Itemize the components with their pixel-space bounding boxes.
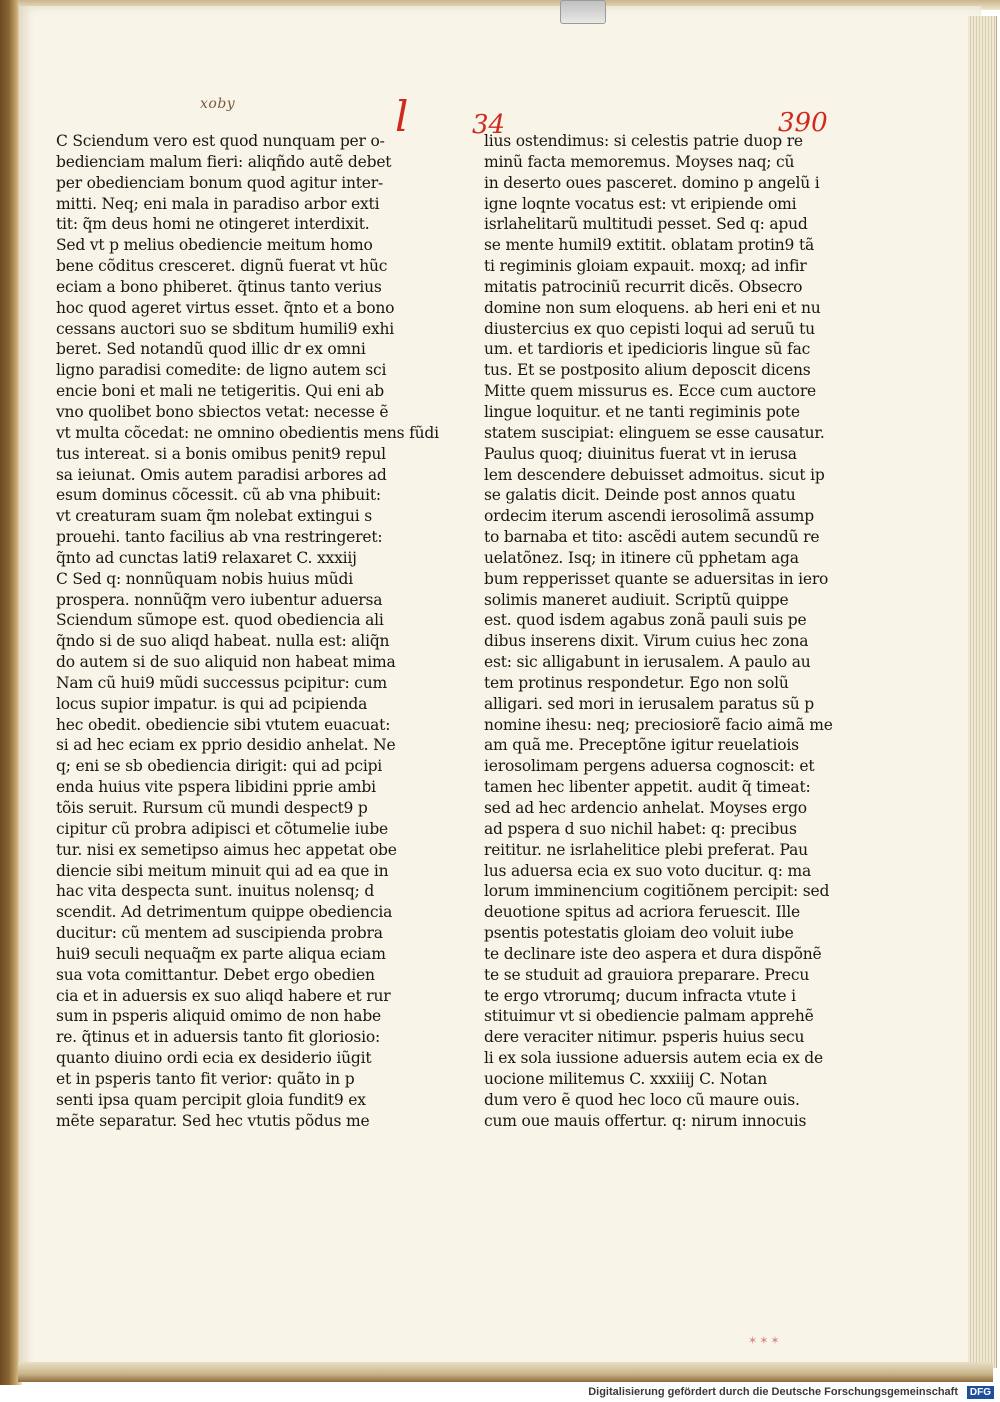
text-line: est: sic alligabunt in ierusalem. A paulo au bbox=[484, 653, 811, 672]
text-line: diencie sibi meitum minuit qui ad ea que in bbox=[56, 861, 389, 880]
text-line: hui9 seculi nequaq̃m ex parte aliqua eciam bbox=[56, 944, 386, 963]
text-line: to barnaba et tito: ascẽdi autem secundũ re bbox=[484, 528, 820, 547]
page-bottom-edge bbox=[18, 1362, 993, 1382]
handwritten-note: xoby bbox=[200, 96, 236, 112]
text-line: quanto diuino ordi ecia ex desiderio iũgit bbox=[56, 1049, 372, 1068]
text-line: mitatis patrociniũ recurrit dicẽs. Obsecro bbox=[484, 277, 803, 296]
text-line: esum dominus cõcessit. cũ ab vna phibuit: bbox=[56, 486, 381, 505]
text-line: diustercius ex quo cepisti loqui ad seruũ tu bbox=[484, 319, 815, 338]
text-line: beret. Sed notandũ quod illic dr ex omni bbox=[56, 340, 366, 359]
text-line: se mente humil9 extitit. oblatam protin9 tã bbox=[484, 236, 815, 255]
text-line: scendit. Ad detrimentum quippe obediencia bbox=[56, 903, 393, 922]
text-line: Mitte quem missurus es. Ecce cum auctore bbox=[484, 382, 817, 401]
text-line: uelatõnez. Isq; in itinere cũ pphetam aga bbox=[484, 548, 799, 567]
text-line: mẽte separatur. Sed hec vtutis põdus me bbox=[56, 1111, 370, 1130]
text-line: bedienciam malum fieri: aliqñdo autẽ debet bbox=[56, 152, 392, 171]
text-line: tus intereat. si a bonis omibus penit9 repul bbox=[56, 444, 386, 463]
text-line: cia et in aduersis ex suo aliqd habere et rur bbox=[56, 986, 391, 1005]
text-line: encie boni et mali ne tetigeritis. Qui eni ab bbox=[56, 382, 385, 401]
text-line: do autem si de suo aliquid non habeat mima bbox=[56, 653, 396, 672]
text-line: te declinare iste deo aspera et dura dispõnẽ bbox=[484, 944, 822, 963]
text-line: dum vero ẽ quod hec loco cũ maure ouis. bbox=[484, 1090, 800, 1109]
text-line: sed ad hec ardencio anhelat. Moyses ergo bbox=[484, 799, 807, 817]
text-line: Paulus quoq; diuinitus fuerat vt in ierusa bbox=[484, 444, 797, 463]
text-line: psentis potestatis gloiam deo voluit iube bbox=[484, 924, 794, 943]
text-line: Nam cũ hui9 mũdi successus pcipitur: cum bbox=[56, 673, 388, 692]
dfg-logo: DFG bbox=[967, 1386, 994, 1399]
text-line: bum repperisset quante se aduersitas in iero bbox=[484, 569, 829, 588]
text-column-right bbox=[484, 131, 833, 1132]
text-line: li ex sola iussione aduersis autem ecia ex de bbox=[484, 1049, 824, 1068]
text-line: vno quolibet bono sbiectos vetat: necesse ẽ bbox=[56, 402, 389, 421]
text-line: tamen hec libenter appetit. audit q̃ timeat: bbox=[484, 778, 811, 797]
text-line: minũ facta memoremus. Moyses naq; cũ bbox=[484, 152, 795, 171]
text-line: am quã me. Preceptõne igitur reuelatiois bbox=[484, 736, 799, 755]
text-line: igne loqnte vocatus est: vt eripiende omi bbox=[484, 194, 797, 213]
text-line: et in psperis tanto fit verior: quãto in p bbox=[56, 1069, 355, 1088]
text-line: tõis seruit. Rursum cũ mundi despect9 p bbox=[56, 799, 368, 817]
text-line: ligno paradisi comedite: de ligno autem sci bbox=[56, 361, 387, 380]
text-line: hac vita despecta sunt. inuitus nolensq; d bbox=[56, 882, 375, 901]
text-line: bene cõditus cresceret. dignũ fuerat vt hũc bbox=[56, 257, 388, 276]
text-line: vt creaturam suam q̃m nolebat extingui s bbox=[56, 507, 373, 526]
text-line: isrlahelitarũ multitudi pesset. Sed q: apud bbox=[484, 215, 808, 234]
text-line: sum in psperis aliquid omimo de non habe bbox=[56, 1007, 382, 1026]
text-line: enda huius vite pspera libidini pprie ambi bbox=[56, 778, 376, 797]
text-line: ti regiminis gloiam expauit. moxq; ad infir bbox=[484, 257, 807, 276]
text-line: domine non sum eloquens. ab heri eni et nu bbox=[484, 298, 821, 317]
text-line: q; eni se sb obediencia dirigit: qui ad pcipi bbox=[56, 757, 383, 776]
text-line: cum oue mauis offertur. q: nirum innocuis bbox=[484, 1111, 807, 1130]
text-line: q̃nto ad cunctas lati9 relaxaret C. xxxiij bbox=[56, 548, 357, 567]
text-line: te ergo vtrorumq; ducum infracta vtute i bbox=[484, 986, 796, 1005]
folio-number-right: 390 bbox=[778, 108, 828, 138]
folio-number-left: 34 bbox=[472, 110, 506, 140]
text-line: tem protinus respondetur. Ego non solũ bbox=[484, 673, 789, 692]
text-line: dere veraciter nitimur. psperis huius secu bbox=[484, 1028, 805, 1047]
text-line: mitti. Neq; eni mala in paradiso arbor exti bbox=[56, 194, 380, 213]
text-line: Sed vt p melius obediencie meitum homo bbox=[56, 236, 373, 255]
text-line: statem suscipiat: elinguem se esse causatur. bbox=[484, 423, 825, 442]
page-fore-edge bbox=[968, 16, 997, 1368]
text-line: tur. nisi ex semetipso aimus hec appetat obe bbox=[56, 840, 397, 859]
text-line: hec obedit. obediencie sibi vtutem euacuat: bbox=[56, 715, 391, 734]
text-line: um. et tardioris et ipedicioris lingue sũ fac bbox=[484, 340, 811, 359]
digitization-credit: Digitalisierung gefördert durch die Deutsche Forschungsgemeinschaft bbox=[588, 1386, 958, 1398]
text-line: uocione militemus C. xxxiiij C. Notan bbox=[484, 1069, 767, 1088]
library-stamp: ✶✶✶ bbox=[748, 1334, 782, 1347]
text-line: locus supior impatur. is qui ad pcipienda bbox=[56, 694, 368, 713]
text-line: sa ieiunat. Omis autem paradisi arbores ad bbox=[56, 465, 387, 484]
text-line: tit: q̃m deus homi ne otingeret interdixit. bbox=[56, 215, 370, 234]
text-line: lem descendere debuisset admoitus. sicut ip bbox=[484, 465, 825, 484]
text-column-left bbox=[56, 131, 439, 1132]
text-line: stituimur vt si obediencie palmam apprehẽ bbox=[484, 1007, 814, 1026]
text-line: est. quod isdem agabus zonã pauli suis pe bbox=[484, 611, 807, 630]
text-line: lus aduersa ecia ex suo voto ducitur. q: ma bbox=[484, 861, 811, 880]
text-line: vt multa cõcedat: ne omnino obedientis mens fũdi bbox=[56, 423, 439, 442]
page-clip bbox=[560, 0, 606, 24]
text-line: solimis maneret audiuit. Scriptũ quippe bbox=[484, 590, 789, 609]
text-line: ad pspera d suo nichil habet: q: precibus bbox=[484, 819, 797, 838]
text-line: Sciendum sũmope est. quod obediencia ali bbox=[56, 611, 384, 630]
text-line: nomine ihesu: neq; preciosiorẽ facio aimã me bbox=[484, 715, 833, 734]
text-line: senti ipsa quam percipit gloia fundit9 ex bbox=[56, 1090, 366, 1109]
text-line: ierosolimam pergens aduersa cognoscit: et bbox=[484, 757, 815, 776]
text-line: prouehi. tanto facilius ab vna restringeret: bbox=[56, 528, 383, 547]
text-line: hoc quod ageret virtus esset. q̃nto et a bono bbox=[56, 298, 395, 317]
text-line: q̃ndo si de suo aliqd habeat. nulla est: aliq̃n bbox=[56, 632, 390, 651]
text-line: deuotione spitus ad acriora feruescit. Ille bbox=[484, 903, 800, 922]
text-line: te se studuit ad grauiora preparare. Precu bbox=[484, 965, 810, 984]
text-line: sua vota comittantur. Debet ergo obedien bbox=[56, 965, 375, 984]
text-line: per obedienciam bonum quod agitur inter- bbox=[56, 173, 383, 192]
text-line: C Sed q: nonnũquam nobis huius mũdi bbox=[56, 569, 353, 588]
column-marker: l bbox=[395, 92, 409, 141]
text-line: reititur. ne isrlahelitice plebi preferat. Pau bbox=[484, 840, 808, 859]
text-line: cipitur cũ probra adipisci et cõtumelie iube bbox=[56, 819, 389, 838]
text-line: cessans auctori suo se sbditum humili9 exhi bbox=[56, 319, 395, 338]
text-line: re. q̃tinus et in aduersis tanto fit gloriosio: bbox=[56, 1028, 381, 1047]
text-line: se galatis dicit. Deinde post annos quatu bbox=[484, 486, 796, 505]
text-line: dibus inserens dixit. Virum cuius hec zona bbox=[484, 632, 809, 651]
text-line: lius ostendimus: si celestis patrie duop re bbox=[484, 132, 803, 150]
text-line: lorum imminencium cogitiõnem percipit: sed bbox=[484, 882, 830, 901]
text-line: in deserto oues pasceret. domino p angelũ i bbox=[484, 173, 820, 192]
text-line: ducitur: cũ mentem ad suscipienda probra bbox=[56, 924, 383, 943]
text-line: eciam a bono phiberet. q̃tinus tanto verius bbox=[56, 277, 382, 296]
text-line: prospera. nonnũq̃m vero iubentur aduersa bbox=[56, 590, 383, 609]
text-line: C Sciendum vero est quod nunquam per o- bbox=[56, 132, 385, 150]
text-line: ordecim iterum ascendi ierosolimã assump bbox=[484, 507, 815, 526]
text-line: alligari. sed mori in ierusalem paratus sũ p bbox=[484, 694, 815, 713]
text-line: tus. Et se postposito alium deposcit dicens bbox=[484, 361, 811, 380]
text-line: lingue loquitur. et ne tanti regiminis pote bbox=[484, 402, 800, 421]
text-line: si ad hec eciam ex pprio desidio anhelat. Ne bbox=[56, 736, 396, 755]
